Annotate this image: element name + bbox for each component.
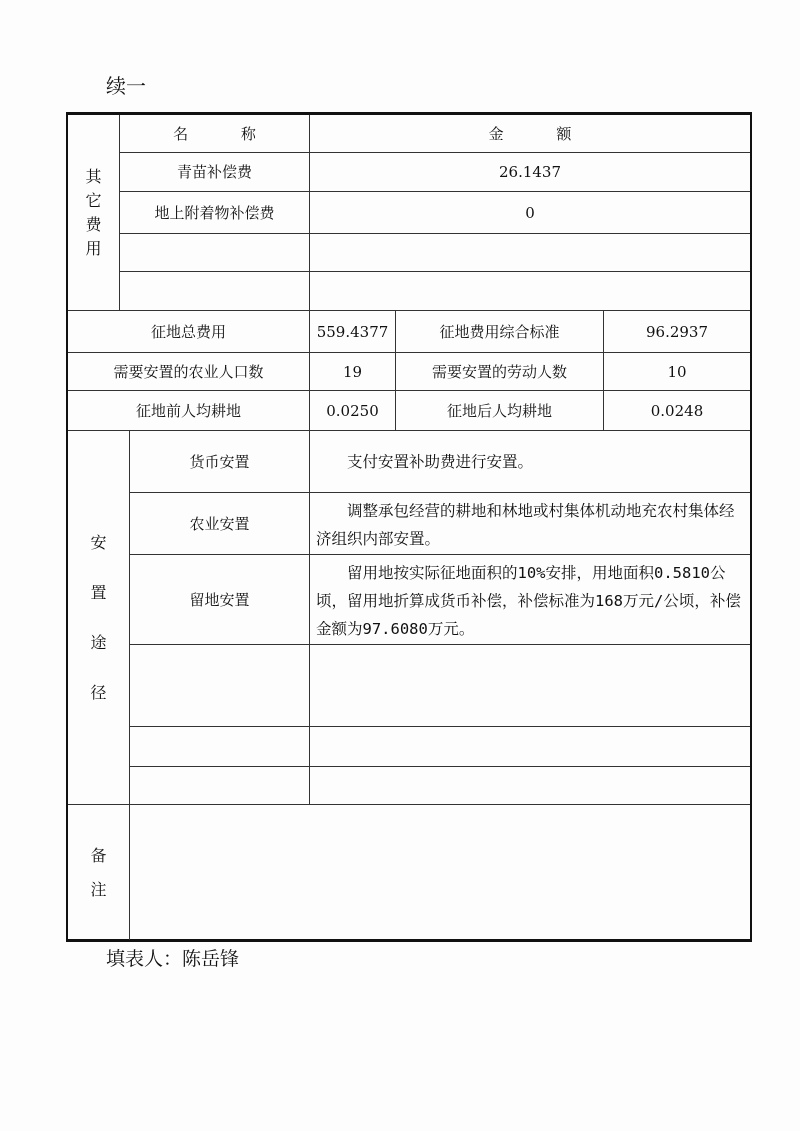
continuation-header: 续一 bbox=[106, 74, 146, 98]
section-char: 置 bbox=[90, 582, 107, 602]
resettlement-empty-text-cell bbox=[310, 767, 750, 805]
section-char: 它 bbox=[85, 190, 102, 210]
fee-amount-cell bbox=[310, 234, 750, 272]
resettlement-section-label bbox=[68, 431, 130, 805]
resettlement-empty-type-cell bbox=[130, 645, 310, 727]
filler-label: 填表人： bbox=[106, 948, 183, 970]
resettlement-text-cell: 支付安置补助费进行安置。 bbox=[310, 431, 750, 493]
arable-after-label: 征地后人均耕地 bbox=[396, 391, 604, 431]
section-char: 注 bbox=[90, 879, 107, 899]
fee-name-cell: 地上附着物补偿费 bbox=[120, 192, 310, 234]
fee-name-cell: 青苗补偿费 bbox=[120, 153, 310, 192]
fee-amount-cell bbox=[310, 272, 750, 311]
arable-before-label: 征地前人均耕地 bbox=[68, 391, 310, 431]
resettlement-text-cell: 留用地按实际征地面积的10%安排，用地面积0.5810公顷，留用地折算成货币补偿，补偿标准为168万元/公顷，补偿金额为97.6080万元。 bbox=[310, 555, 750, 645]
filler-name: 陈岳锋 bbox=[182, 948, 240, 970]
agri-pop-label: 需要安置的农业人口数 bbox=[68, 353, 310, 391]
resettlement-text-cell: 调整承包经营的耕地和林地或村集体机动地充农村集体经济组织内部安置。 bbox=[310, 493, 750, 555]
resettlement-empty-type-cell bbox=[130, 727, 310, 767]
agri-pop-value: 19 bbox=[310, 353, 396, 391]
resettlement-type-cell: 货币安置 bbox=[130, 431, 310, 493]
remarks-section-label bbox=[68, 805, 130, 940]
labor-label: 需要安置的劳动人数 bbox=[396, 353, 604, 391]
resettlement-type-cell: 农业安置 bbox=[130, 493, 310, 555]
section-char: 用 bbox=[85, 238, 102, 258]
labor-value: 10 bbox=[604, 353, 750, 391]
remarks-content bbox=[130, 805, 750, 940]
col-header-name-text: 名 称 bbox=[173, 124, 280, 143]
section-char: 其 bbox=[85, 166, 102, 186]
fee-standard-value: 96.2937 bbox=[604, 311, 750, 353]
total-fee-value: 559.4377 bbox=[310, 311, 396, 353]
fee-name-cell bbox=[120, 234, 310, 272]
land-acquisition-table bbox=[66, 112, 752, 942]
arable-before-value: 0.0250 bbox=[310, 391, 396, 431]
section-char: 径 bbox=[90, 682, 107, 702]
section-char: 备 bbox=[90, 845, 107, 865]
arable-after-value: 0.0248 bbox=[604, 391, 750, 431]
other-fees-section-label bbox=[68, 115, 120, 311]
fee-name-cell bbox=[120, 272, 310, 311]
col-header-amount-text: 金 额 bbox=[488, 124, 596, 143]
section-char: 费 bbox=[85, 214, 102, 234]
col-header-name bbox=[120, 115, 310, 153]
col-header-amount bbox=[310, 115, 750, 153]
section-char: 安 bbox=[90, 532, 107, 552]
resettlement-empty-text-cell bbox=[310, 645, 750, 727]
fee-amount-cell: 0 bbox=[310, 192, 750, 234]
section-char: 途 bbox=[90, 632, 107, 652]
resettlement-type-cell: 留地安置 bbox=[130, 555, 310, 645]
total-fee-label: 征地总费用 bbox=[68, 311, 310, 353]
fee-amount-cell: 26.1437 bbox=[310, 153, 750, 192]
filler-line bbox=[106, 944, 239, 971]
resettlement-empty-text-cell bbox=[310, 727, 750, 767]
fee-standard-label: 征地费用综合标准 bbox=[396, 311, 604, 353]
resettlement-empty-type-cell bbox=[130, 767, 310, 805]
